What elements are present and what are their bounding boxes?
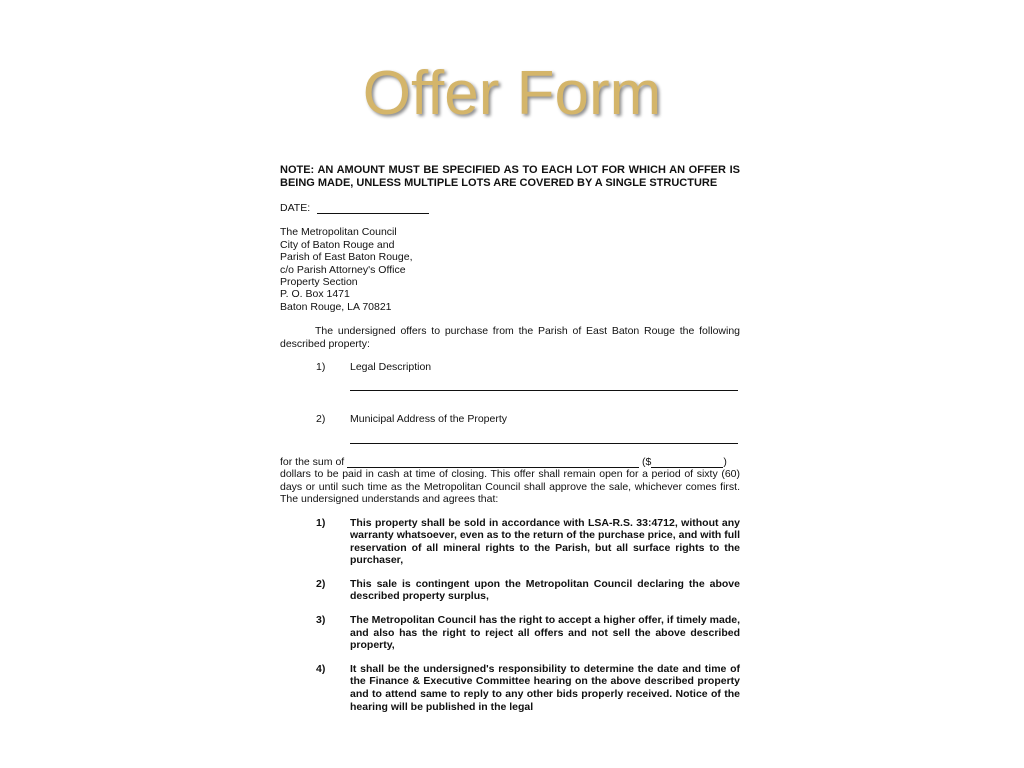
address-line: Property Section <box>280 276 358 289</box>
field-number: 2) <box>316 413 326 426</box>
sum-line <box>280 456 740 468</box>
date-label: DATE: <box>280 202 311 214</box>
field-number: 1) <box>316 361 326 374</box>
term-item <box>280 517 740 567</box>
term-text: The Metropolitan Council has the right to accept a higher offer, if timely made, and also has the right to reject all offers and not sell the above described property, <box>350 614 740 652</box>
field-label: Legal Description <box>350 361 432 374</box>
address-line: c/o Parish Attorney's Office <box>280 263 406 276</box>
term-number: 4) <box>316 662 326 675</box>
field-label: Municipal Address of the Property <box>350 413 507 426</box>
sum-paren-open: ($ <box>642 455 652 468</box>
address-line: Baton Rouge, LA 70821 <box>280 300 392 313</box>
municipal-address-blank <box>350 443 738 444</box>
term-item <box>280 663 740 713</box>
municipal-address-field <box>280 413 740 425</box>
legal-description-blank <box>350 390 738 391</box>
term-number: 2) <box>316 577 326 590</box>
note-paragraph: NOTE: AN AMOUNT MUST BE SPECIFIED AS TO EACH LOT FOR WHICH AN OFFER IS BEING MADE, UNLESS MULTIPLE LOTS ARE COVERED BY A SINGLE STRUCTURE <box>280 164 740 189</box>
term-text: It shall be the undersigned's responsibility to determine the date and time of the Finance & Executive Committee hearing on the above described property and to attend same to reply to any other bids properly received. Notice of the hearing will be published in the legal <box>350 662 740 713</box>
sum-words-blank <box>347 457 639 468</box>
address-line: The Metropolitan Council <box>280 226 397 239</box>
sum-text: dollars to be paid in cash at time of closing. This offer shall remain open for a period of sixty (60) days or until such time as the Metropolitan Council shall approve the sale, whichever comes first. The undersigned understands and agrees that: <box>280 468 740 506</box>
term-text: This property shall be sold in accordance with LSA-R.S. 33:4712, without any warranty whatsoever, even as to the return of the purchase price, and with full reservation of all mineral rights to the Parish, but all surface rights to the purchaser, <box>350 516 740 567</box>
mailing-address <box>280 226 740 313</box>
address-line: Parish of East Baton Rouge, <box>280 251 413 264</box>
sum-amount-blank <box>651 457 723 468</box>
address-line: P. O. Box 1471 <box>280 288 350 301</box>
term-text: This sale is contingent upon the Metropolitan Council declaring the above described property surplus, <box>350 577 740 603</box>
sum-paragraph <box>280 456 740 506</box>
slide-title: Offer Form <box>362 59 662 128</box>
date-blank <box>317 203 429 214</box>
term-number: 1) <box>316 516 326 529</box>
intro-paragraph: The undersigned offers to purchase from the Parish of East Baton Rouge the following described property: <box>280 325 740 350</box>
term-item <box>280 578 740 603</box>
date-row <box>280 202 740 214</box>
terms-list <box>280 517 740 714</box>
term-item <box>280 614 740 652</box>
address-line: City of Baton Rouge and <box>280 238 395 251</box>
term-number: 3) <box>316 614 326 627</box>
sum-prefix: for the sum of <box>280 455 345 468</box>
sum-paren-close: ) <box>723 455 727 468</box>
legal-description-field <box>280 361 740 373</box>
offer-form-document <box>280 164 740 724</box>
